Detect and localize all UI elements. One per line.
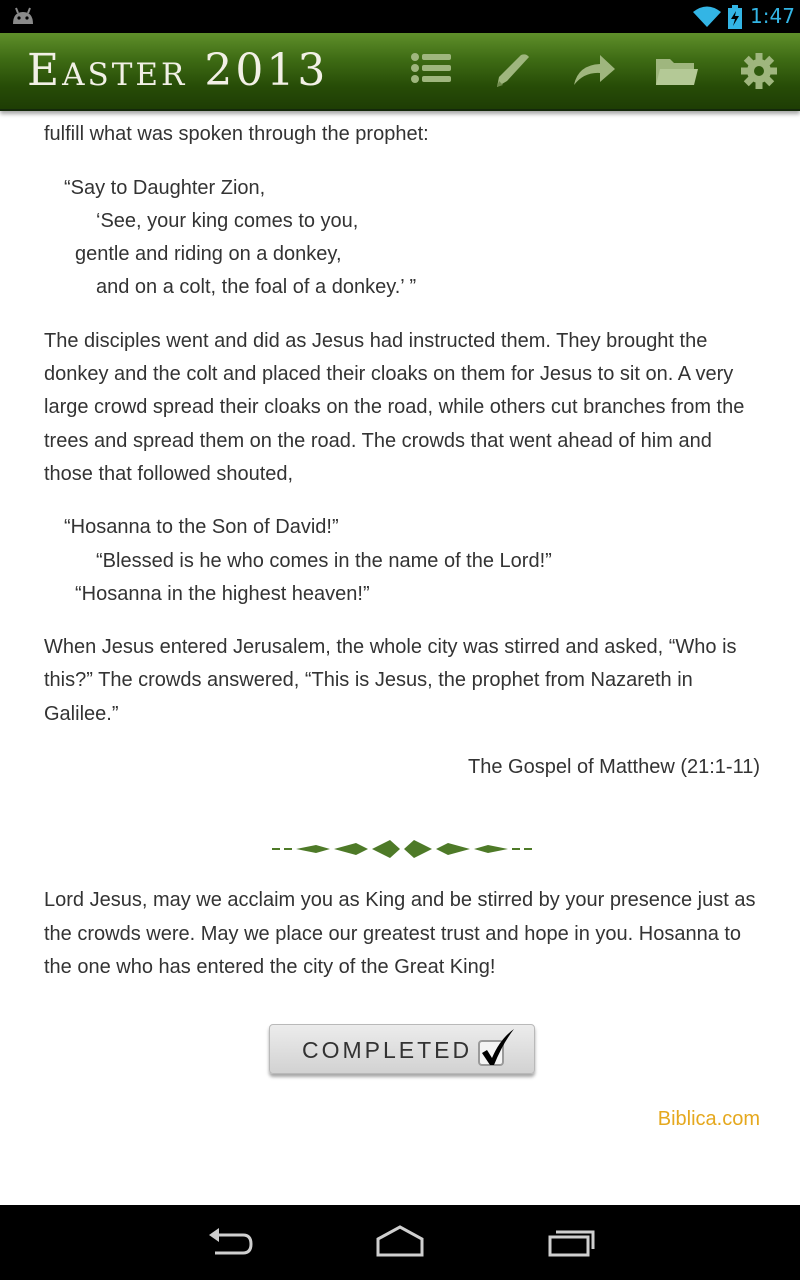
- back-icon[interactable]: [205, 1225, 255, 1263]
- status-clock: 1:47: [750, 4, 795, 28]
- action-bar: [0, 33, 800, 111]
- completed-button[interactable]: [269, 1024, 535, 1074]
- list-icon[interactable]: [409, 51, 453, 91]
- app-title: Easter 2013: [27, 45, 329, 96]
- passage-paragraph-3: When Jesus entered Jerusalem, the whole city was stirred and asked, “Who is this?” The crowds answered, “This is Jesus, the prophet from Nazareth in Galilee.”: [44, 636, 737, 725]
- navigation-bar: [0, 1205, 800, 1280]
- passage-paragraph-2: The disciples went and did as Jesus had instructed them. They brought the donkey and the colt and placed their cloaks on them for Jesus to sit on. A very large crowd spread their cloaks on the road, while others cut branches from the trees and spread them on the road. The crowds that went ahead of him and those that followed shouted,: [44, 329, 745, 485]
- prayer-paragraph: Lord Jesus, may we acclaim you as King and be stirred by your presence just as the crowds were. May we place our greatest trust and hope in you. Hosanna to the one who has entered the city of the Great King!: [44, 889, 756, 978]
- scripture-reference: The Gospel of Matthew (21:1-11): [468, 756, 760, 779]
- poetry-line: “Blessed is he who comes in the name of the Lord!”: [96, 549, 552, 572]
- poetry-block-1: [44, 172, 760, 305]
- poetry-block-2: [44, 511, 760, 611]
- completed-button-label: COMPLETED: [302, 1037, 473, 1064]
- poetry-line: and on a colt, the foal of a donkey.’ ”: [96, 276, 417, 299]
- status-bar: [0, 0, 800, 33]
- poetry-line: “Hosanna to the Son of David!”: [64, 516, 339, 539]
- recent-apps-icon[interactable]: [546, 1225, 598, 1263]
- share-arrow-icon[interactable]: [572, 51, 616, 91]
- biblica-link[interactable]: [44, 1108, 760, 1131]
- poetry-line: “Say to Daughter Zion,: [64, 176, 266, 199]
- android-icon: [10, 6, 36, 30]
- checkbox-checked-icon[interactable]: [476, 1027, 518, 1075]
- pencil-icon[interactable]: [491, 51, 535, 91]
- poetry-line: “Hosanna in the highest heaven!”: [75, 582, 370, 605]
- wifi-icon: [692, 5, 722, 33]
- gear-icon[interactable]: [737, 51, 781, 91]
- folder-icon[interactable]: [654, 51, 698, 91]
- vine-divider-icon: [272, 838, 532, 860]
- poetry-line: ‘See, your king comes to you,: [96, 209, 359, 232]
- poetry-line: gentle and riding on a donkey,: [75, 243, 342, 266]
- reading-content[interactable]: [0, 109, 800, 1205]
- battery-charging-icon: [727, 5, 743, 33]
- home-icon[interactable]: [374, 1225, 426, 1263]
- completed-area: [44, 1024, 760, 1080]
- reading-scroll: [44, 85, 760, 1131]
- passage-paragraph-1: fulfill what was spoken through the prophet:: [44, 123, 429, 146]
- biblica-link-text[interactable]: Biblica.com: [657, 1108, 760, 1131]
